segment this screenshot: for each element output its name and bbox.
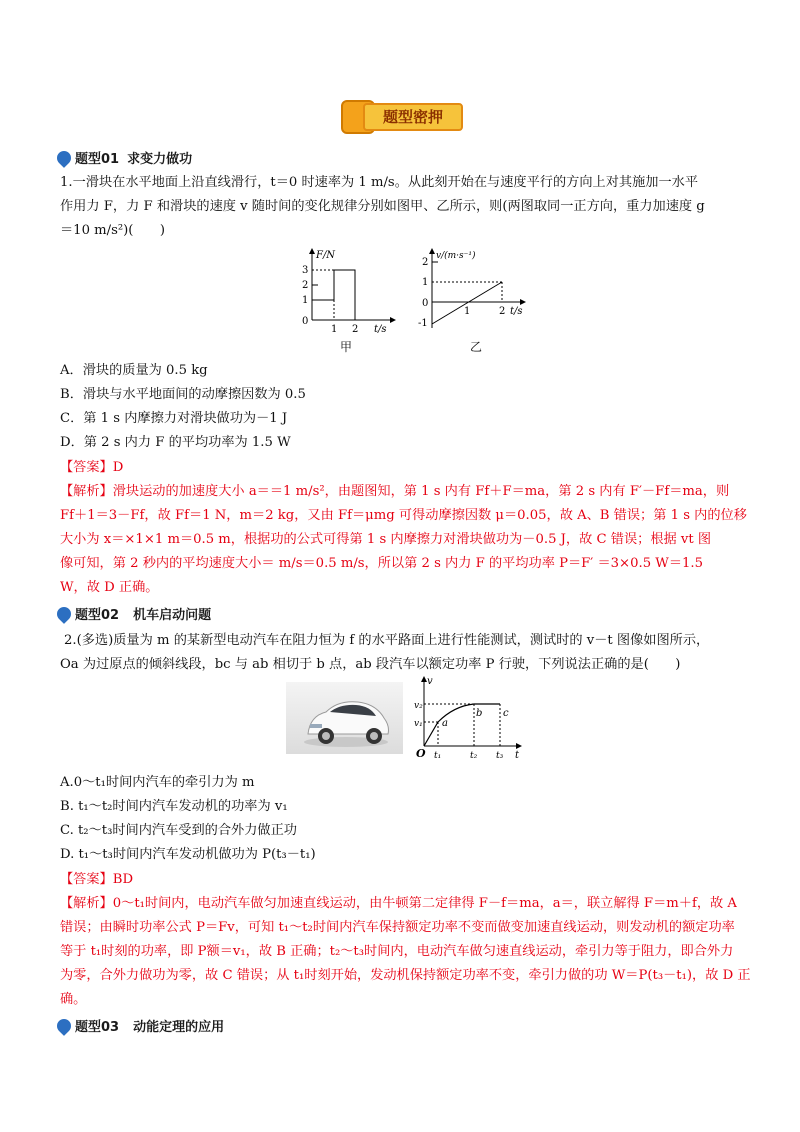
q2-option-c: C. t₂～t₃时间内汽车受到的合外力做正功	[60, 823, 297, 838]
car-icon	[286, 682, 403, 754]
figure-caption-a: 甲	[340, 340, 353, 354]
section-title: 动能定理的应用	[133, 1020, 225, 1035]
section-heading-1	[57, 148, 192, 167]
section-label: 题型03	[75, 1020, 120, 1035]
point-label: b	[476, 708, 483, 719]
section-title: 求变力做功	[127, 152, 193, 167]
section-label: 题型02	[75, 608, 120, 623]
q2-line-2: Oa 为过原点的倾斜线段，bc 与 ab 相切于 b 点，ab 段汽车以额定功率 P 行驶，下列说法正确的是( )	[60, 657, 681, 672]
tick-label: 0	[302, 316, 309, 327]
tick-label: -1	[418, 318, 428, 329]
tick-label: 0	[422, 298, 429, 309]
figure-velocity-time	[418, 246, 528, 351]
origin-label: O	[416, 747, 426, 760]
q1-line-1: 1.一滑块在水平地面上沿直线滑行，t＝0 时速率为 1 m/s。从此刻开始在与速度平行的方向上对其施加一水平	[60, 175, 699, 190]
q1-option-c: C．第 1 s 内摩擦力对滑块做功为－1 J	[60, 411, 288, 426]
q1-analysis-1: 【解析】滑块运动的加速度大小 a＝＝1 m/s²，由题图知，第 1 s 内有 Ff＋F＝ma，第 2 s 内有 F′－Ff＝ma，则	[60, 484, 730, 499]
q1-option-b: B．滑块与水平地面间的动摩擦因数为 0.5	[60, 387, 306, 402]
figure-caption-b: 乙	[470, 340, 483, 354]
q2-analysis-3: 等于 t₁时刻的功率，即 P额＝v₁，故 B 正确；t₂～t₃时间内，电动汽车做匀速直线运动，牵引力等于阻力，即合外力	[60, 944, 734, 959]
q2-analysis-2: 错误；由瞬时功率公式 P＝Fv，可知 t₁～t₂时间内汽车保持额定功率不变而做变加速直线运动，则发动机的额定功率	[60, 920, 735, 935]
tick-label: 2	[499, 306, 506, 317]
axis-x-label: t/s	[374, 324, 387, 335]
q2-analysis-5: 确。	[60, 992, 87, 1007]
q2-line-1: 2.(多选)质量为 m 的某新型电动汽车在阻力恒为 f 的水平路面上进行性能测试，测试时的 v－t 图像如图所示，	[64, 633, 710, 648]
pin-icon	[54, 148, 74, 168]
axis-x-label: t	[515, 750, 520, 761]
tick-label: v₂	[414, 701, 423, 711]
section-heading-2	[57, 604, 211, 623]
q1-option-a: A．滑块的质量为 0.5 kg	[60, 363, 208, 378]
q1-analysis-4: 像可知，第 2 秒内的平均速度大小＝ m/s＝0.5 m/s，所以第 2 s 内力 F 的平均功率 P＝F′ ＝3×0.5 W＝1.5	[60, 556, 703, 571]
tick-label: 2	[422, 257, 429, 268]
pin-icon	[54, 1016, 74, 1036]
tick-label: 1	[331, 324, 338, 335]
q2-option-a: A.0～t₁时间内汽车的牵引力为 m	[60, 775, 255, 790]
q1-option-d: D．第 2 s 内力 F 的平均功率为 1.5 W	[60, 435, 291, 450]
q1-analysis-3: 大小为 x＝×1×1 m＝0.5 m，根据功的公式可得第 1 s 内摩擦力对滑块做功为－0.5 J，故 C 错误；根据 vt 图	[60, 532, 712, 547]
tick-label: v₁	[414, 719, 423, 729]
tick-label: 2	[302, 280, 309, 291]
tick-label: 1	[422, 277, 429, 288]
q1-analysis-5: W，故 D 正确。	[60, 580, 159, 595]
tick-label: 1	[302, 295, 309, 306]
axis-x-label: t/s	[510, 306, 523, 317]
q2-option-b: B. t₁～t₂时间内汽车发动机的功率为 v₁	[60, 799, 288, 814]
q1-answer: 【答案】D	[60, 460, 124, 475]
tick-label: 3	[302, 265, 309, 276]
tick-label: t₃	[496, 751, 504, 761]
q1-line-3: ＝10 m/s²)( )	[60, 223, 165, 238]
q2-analysis-1: 【解析】0～t₁时间内，电动汽车做匀加速直线运动，由牛顿第二定律得 F－f＝ma，a＝，联立解得 F＝m＋f，故 A	[60, 896, 737, 911]
tick-label: 2	[352, 324, 359, 335]
q1-analysis-2: Ff＋1＝3－Ff，故 Ff＝1 N，m＝2 kg，又由 Ff＝μmg 可得动摩擦因数 μ＝0.05，故 A、B 错误；第 1 s 内的位移	[60, 508, 747, 523]
section-heading-3	[57, 1016, 224, 1035]
q2-analysis-4: 为零，合外力做功为零，故 C 错误；从 t₁时刻开始，发动机保持额定功率不变，牵引力做的功 W＝P(t₃－t₁)，故 D 正	[60, 968, 751, 983]
axis-y-label: v/(m·s⁻¹)	[436, 251, 476, 261]
axis-y-label: F/N	[316, 250, 336, 261]
tick-label: t₁	[434, 751, 442, 761]
q2-answer: 【答案】BD	[60, 872, 134, 887]
banner-title: 题型密押	[363, 103, 463, 131]
pin-icon	[54, 604, 74, 624]
tick-label: 1	[464, 306, 471, 317]
point-label: c	[503, 708, 509, 719]
car-photo	[286, 682, 403, 754]
q1-line-2: 作用力 F，力 F 和滑块的速度 v 随时间的变化规律分别如图甲、乙所示，则(两图取同一正方向，重力加速度 g	[60, 199, 705, 214]
section-label: 题型01	[75, 152, 120, 167]
title-banner	[341, 100, 461, 130]
axis-y-label: v	[427, 676, 433, 687]
point-label: a	[442, 718, 448, 729]
section-title: 机车启动问题	[133, 608, 212, 623]
q2-option-d: D. t₁～t₃时间内汽车发动机做功为 P(t₃－t₁)	[60, 847, 316, 862]
tick-label: t₂	[470, 751, 478, 761]
figure-vt-graph	[414, 674, 524, 764]
figure-force-time	[298, 246, 398, 351]
